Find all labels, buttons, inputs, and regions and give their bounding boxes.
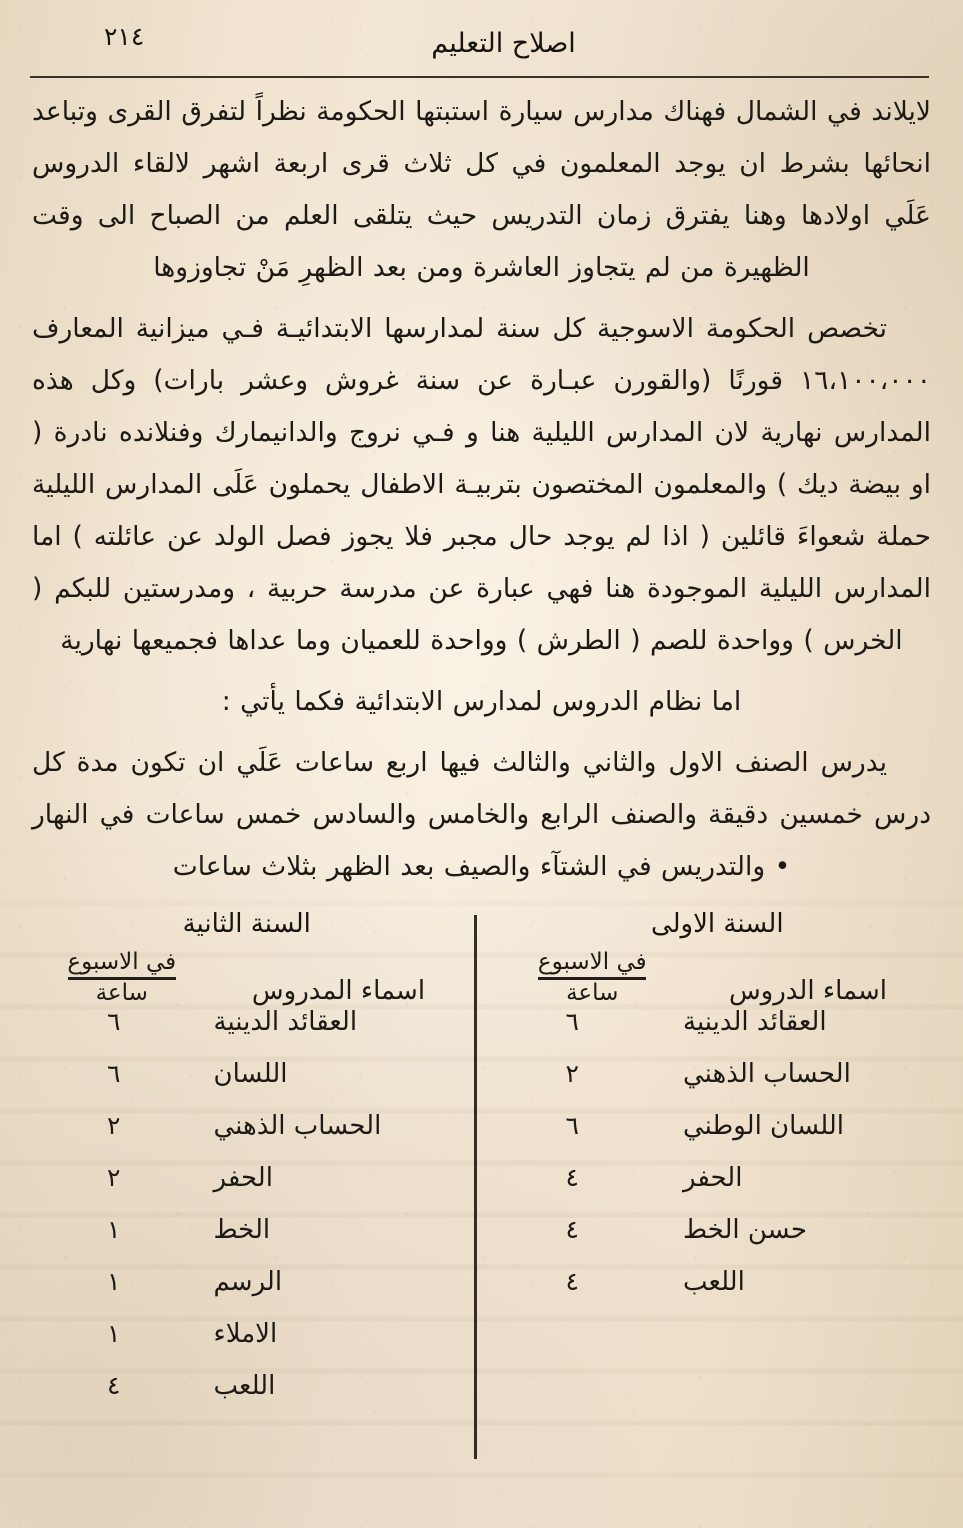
row-hours: ١ [107,1267,121,1296]
row-subject: الحساب الذهني [213,1111,382,1141]
paragraph-1: لايلاند في الشمال فهناك مدارس سيارة استبتها الحكومة نظراً لتفرق القرى وتباعد انحائها بشرط ان يوجد المعلمون في كل ثلاث قرى اربعة اشهر لالقاء الدروس عَلَي اولادها وهنا يفترق زمان التدريس حيث يتلقى العلم من الصباح الى وقت الظهيرة من لم يتجاوز العاشرة ومن بعد الظهرِ مَنْ تجاوزوها [32,96,931,283]
running-head [26,0,937,72]
row-hours: ٤ [107,1371,121,1400]
table-row [30,1371,464,1423]
row-hours: ٦ [565,1111,579,1140]
row-hours: ٢ [565,1059,579,1088]
row-hours: ٦ [107,1059,121,1088]
row-subject: الحفر [213,1163,273,1193]
hours-header-denominator: في الاسبوع [67,949,177,975]
table-row [30,1267,464,1319]
table-row [30,1007,464,1059]
curriculum-tables [26,909,937,1423]
table-row [502,1111,934,1163]
hours-header-denominator: في الاسبوع [537,949,647,975]
row-hours: ٦ [107,1007,121,1036]
paragraph-2: تخصص الحكومة الاسوجية كل سنة لمدارسها الابتدائيـة فـي ميزانية المعارف ١٦،١٠٠،٠٠٠ قورنًا (والقورن عبـارة عن سنة غروش وعشر بارات) وكل هذه المدارس نهارية لان المدارس الليلية هنا و فـي نروج والدانيمارك وفنلانده نادرة ( او بيضة ديك ) والمعلمون المختصون بتربيـة الاطفال يحملون عَلَى المدارس الليلية حملة شعواءَ قائلين ( اذا لم يوجد حال مجبر فلا يجوز فصل الولد عن عائلته ) اما المدارس الليلية الموجودة هنا فهي عبارة عن مدرسة حربية ، ومدرستين للبكم ( الخرس ) وواحدة للصم ( الطرش ) وواحدة للعميان وما عداها فجميعها نهارية [32,313,931,656]
row-hours: ٦ [565,1007,579,1036]
table-row [502,1267,934,1319]
column-header-subject: اسماء الدروس [728,976,888,1006]
row-subject: اللعب [213,1371,276,1401]
folio-page-number: ٢١٤ [104,22,145,51]
running-head-title: اصلاح التعليم [431,27,576,59]
header-rule [30,76,929,78]
table-year-two-caption: السنة الثانية [182,909,311,939]
column-header-hours-per-week [30,949,214,1007]
table-row [502,1007,934,1059]
row-subject: الحفر [683,1163,743,1193]
row-hours: ٤ [565,1163,579,1192]
table-row [30,1059,464,1111]
row-subject: حسن الخط [683,1215,807,1245]
row-subject: الرسم [213,1267,283,1297]
table-row [30,1111,464,1163]
row-hours: ١ [107,1319,121,1348]
table-row [30,1163,464,1215]
hours-header-numerator: ساعة [566,980,619,1006]
table-year-one-caption: السنة الاولى [650,909,784,939]
row-hours: ٤ [565,1267,579,1296]
paragraph-4: يدرس الصنف الاول والثاني والثالث فيها اربع ساعات عَلَي ان تكون مدة كل درس خمسين دقيقة والصنف الرابع والخامس والسادس خمس ساعات في النهار • والتدريس في الشتآء والصيف بعد الظهر بثلاث ساعات [32,747,931,882]
table-row [502,1215,934,1267]
paragraph-3: اما نظام الدروس لمدارس الابتدائية فكما يأتي : [221,686,742,717]
hours-header-numerator: ساعة [95,980,148,1006]
row-hours: ٤ [565,1215,579,1244]
table-year-one-body [502,1007,934,1319]
table-year-two-column-headers [30,945,464,1007]
table-year-one [482,909,934,1423]
table-row [502,1163,934,1215]
row-subject: الحساب الذهني [683,1059,851,1089]
table-year-two-body [30,1007,464,1423]
row-subject: العقائد الدينية [213,1007,358,1037]
column-header-subject: اسماء المدروس [251,976,426,1006]
column-header-hours-per-week [502,949,684,1007]
row-subject: الاملاء [213,1319,278,1349]
row-subject: العقائد الدينية [683,1007,827,1037]
table-year-two [30,909,482,1423]
row-subject: اللسان الوطني [683,1111,845,1141]
table-row [30,1319,464,1371]
row-subject: الخط [213,1215,271,1245]
row-subject: اللعب [683,1267,745,1297]
table-year-one-column-headers [502,945,934,1007]
row-subject: اللسان [213,1059,288,1089]
row-hours: ٢ [107,1111,121,1140]
row-hours: ١ [107,1215,121,1244]
table-row [30,1215,464,1267]
table-row [502,1059,934,1111]
row-hours: ٢ [107,1163,121,1192]
